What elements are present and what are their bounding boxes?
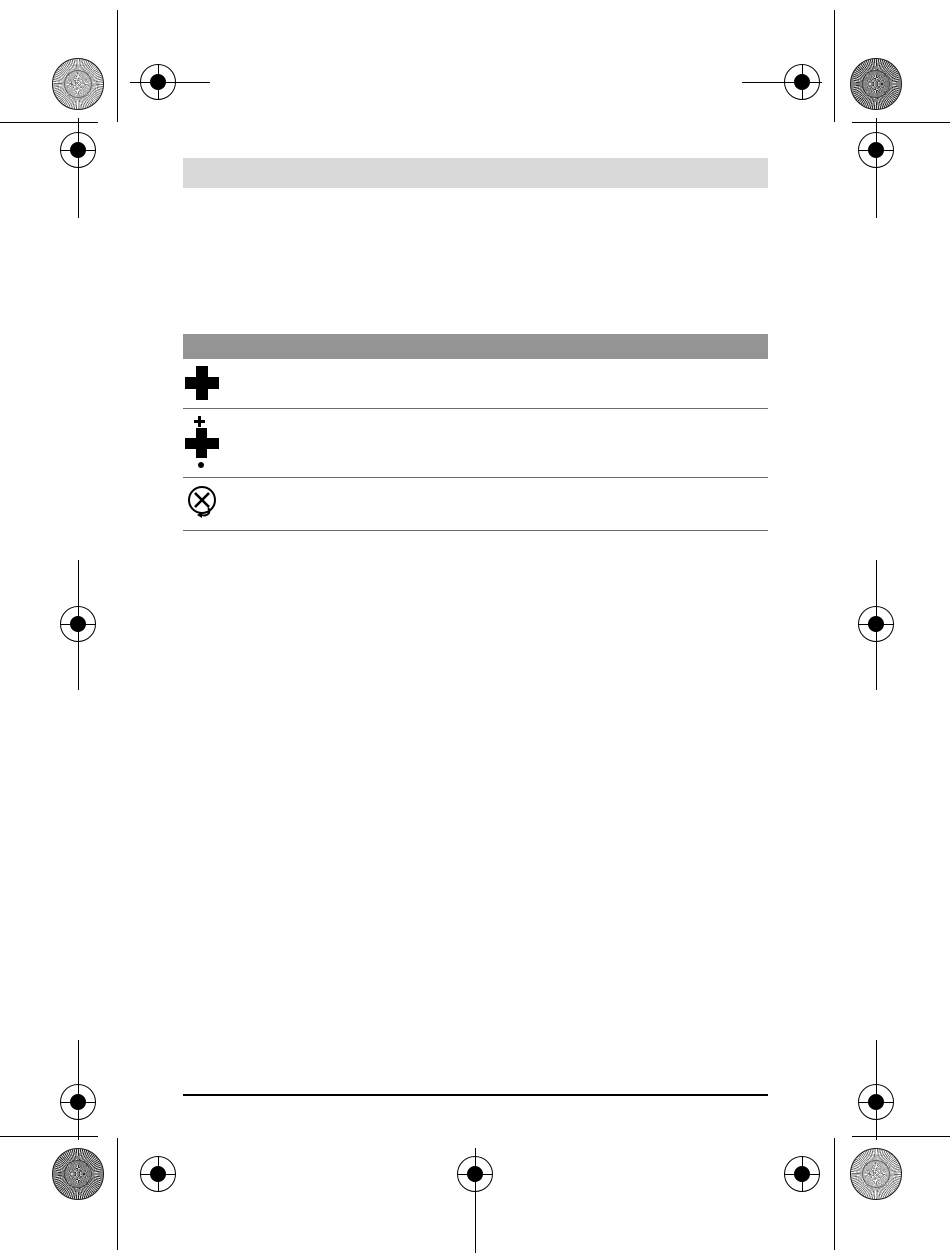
registration-target-crossbar-v	[78, 1084, 79, 1120]
registration-target-middle-right	[858, 606, 894, 642]
crop-line-top-left-horizontal	[0, 122, 98, 123]
thick-plus-vertical-bar	[196, 366, 208, 400]
table-row	[183, 409, 768, 475]
thick-plus-icon	[185, 366, 219, 400]
registration-target-lower-right	[858, 1084, 894, 1120]
crop-line-left-vertical	[117, 10, 118, 122]
rosette-ring	[64, 70, 92, 98]
registration-target-bottom-left	[140, 1156, 176, 1192]
rosette-ring	[862, 1160, 890, 1188]
rosette-mark-bottom-right	[850, 1148, 902, 1200]
registration-target-bottom-right	[784, 1156, 820, 1192]
registration-target-crossbar-v	[158, 64, 159, 100]
table-row	[183, 361, 768, 408]
registration-target-crossbar-v	[78, 606, 79, 642]
rosette-mark-top-left	[52, 58, 104, 110]
table-row	[183, 478, 768, 530]
registration-target-lower-left	[60, 1084, 96, 1120]
circled-x-arrow-glyph	[185, 484, 221, 520]
crop-line-bottom-left-horizontal	[0, 1136, 98, 1137]
registration-target-top-right	[784, 64, 820, 100]
crop-line-top-right-horizontal	[852, 122, 950, 123]
crop-line-right-vertical-bottom	[834, 1138, 835, 1250]
table-bottom-divider	[183, 530, 768, 531]
table-header-band	[183, 334, 768, 359]
registration-target-crossbar-v	[876, 132, 877, 168]
crop-line-bottom-right-horizontal	[852, 1136, 950, 1137]
crop-line-right-vertical	[834, 10, 835, 122]
crop-line-left-vertical-bottom	[117, 1138, 118, 1250]
superscript-plus-vertical-bar	[198, 416, 201, 427]
rosette-ring	[862, 70, 890, 98]
registration-target-upper-right	[858, 132, 894, 168]
rosette-ring	[64, 1160, 92, 1188]
superscript-plus-icon	[194, 416, 205, 427]
registration-target-top-left	[140, 64, 176, 100]
registration-target-crossbar-v	[876, 1084, 877, 1120]
dagger-plus-dot-icon	[185, 416, 219, 468]
top-light-band	[183, 158, 768, 188]
registration-target-crossbar-v	[78, 132, 79, 168]
page-content	[183, 0, 768, 1258]
circled-x-arrow-icon	[185, 484, 221, 520]
rosette-mark-bottom-left	[52, 1148, 104, 1200]
rosette-mark-top-right	[850, 58, 902, 110]
subscript-dot-icon	[198, 462, 204, 468]
dagger-vertical-bar	[196, 428, 207, 458]
registration-target-upper-left	[60, 132, 96, 168]
registration-target-crossbar-v	[158, 1156, 159, 1192]
registration-target-crossbar-v	[802, 64, 803, 100]
registration-target-crossbar-v	[802, 1156, 803, 1192]
footer-rule	[183, 1094, 768, 1096]
registration-target-crossbar-v	[876, 606, 877, 642]
registration-target-middle-left	[60, 606, 96, 642]
